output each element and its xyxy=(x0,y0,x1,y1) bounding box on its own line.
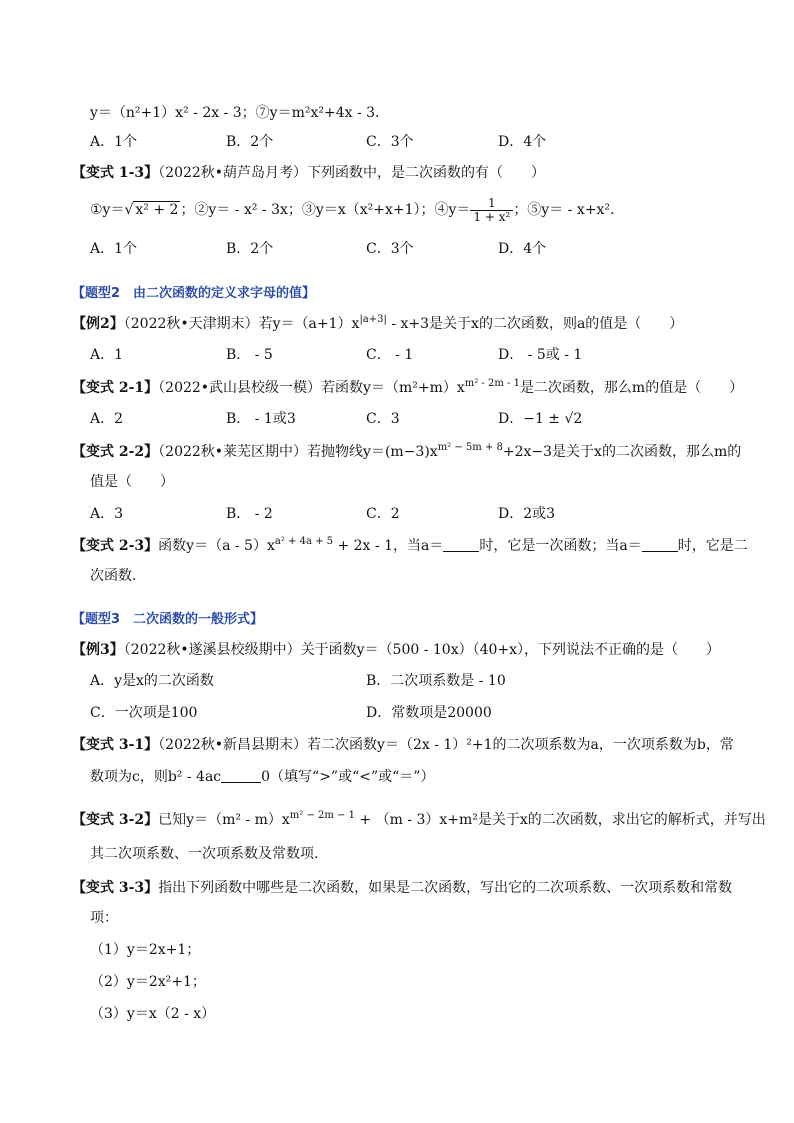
option-b: B．2个 xyxy=(226,241,274,257)
question-text-b: +2x−3是关于x的二次函数，那么m的 xyxy=(502,444,742,460)
question-text-b: + （m - 3）x+m²是关于x的二次函数，求出它的解析式，并写出 xyxy=(354,812,766,828)
variant-3-2-question xyxy=(72,809,766,833)
question-label: 【变式 1-3】 xyxy=(72,165,159,181)
option-a: A．1个 xyxy=(90,241,138,257)
question-label: 【例3】 xyxy=(72,642,124,658)
exponent: m² − 2m − 1 xyxy=(289,810,355,821)
variant-3-1-question xyxy=(72,734,734,756)
variant-2-2-continuation: 值是（ ） xyxy=(90,474,174,490)
option-a: A．y是x的二次函数 xyxy=(90,673,214,689)
option-b: B．二次项系数是 - 10 xyxy=(366,673,506,689)
list-item-3: （3）y＝x（2 - x） xyxy=(90,1006,216,1022)
question-label: 【变式 2-2】 xyxy=(72,444,159,460)
exponent: m² - 2m - 1 xyxy=(464,378,520,389)
option-a: A．3 xyxy=(90,506,124,522)
formula-1-lead: ①y＝ xyxy=(90,202,125,218)
question-text-b: + 2x - 1，当a＝ xyxy=(333,538,444,554)
question-text: 下列函数中，是二次函数的有（ ） xyxy=(307,165,546,181)
variant-1-3-options xyxy=(90,238,730,260)
fraction-numerator: 1 xyxy=(470,197,513,211)
question-source: （2022秋•葫芦岛月考） xyxy=(158,165,308,181)
option-c: C．3 xyxy=(366,411,400,427)
question-text-b: 数项为c，则b² - 4ac xyxy=(90,769,222,785)
variant-2-2-question xyxy=(72,441,742,465)
answer-blank-1[interactable] xyxy=(443,537,479,552)
option-a: A．1个 xyxy=(90,134,138,150)
question-text-c: 时，它是一次函数；当a＝ xyxy=(479,538,642,554)
formula-5: ；⑤y＝ - x+x². xyxy=(513,202,615,218)
q1-options xyxy=(90,131,730,153)
question-text-a: 已知y＝（m² - m）x xyxy=(158,812,290,828)
variant-2-1-question xyxy=(72,377,744,401)
option-d: D．−1 ± √2 xyxy=(498,411,583,427)
question-label: 【变式 3-3】 xyxy=(72,880,159,896)
question-text-d: 时，它是二 xyxy=(677,538,748,554)
question-text: （2022秋•遂溪县校级期中）关于函数y＝（500 - 10x）（40+x），下列说法不正确的是（ ） xyxy=(123,642,721,658)
variant-3-3-question xyxy=(72,877,734,899)
variant-2-3-continuation: 次函数. xyxy=(90,568,137,584)
variant-2-1-options xyxy=(90,408,730,430)
question-text-c: 0（填写“>”或“<”或“＝”） xyxy=(261,769,435,785)
option-c: C．3个 xyxy=(366,241,414,257)
question-text-a: 指出下列函数中哪些是二次函数，如果是二次函数，写出它的二次项系数、一次项系数和常数 xyxy=(158,880,733,896)
option-b: B． - 1或3 xyxy=(226,411,296,427)
question-label: 【变式 3-1】 xyxy=(72,737,159,753)
question-label: 【变式 2-1】 xyxy=(72,380,159,396)
option-c: C．2 xyxy=(366,506,400,522)
question-label: 【例2】 xyxy=(72,316,124,332)
variant-3-1-continuation xyxy=(90,766,734,788)
q1-formula-7: ⑦y＝m²x²+4x - 3． xyxy=(255,105,390,121)
question-text-a: （2022秋•莱芜区期中）若抛物线y＝(m−3)x xyxy=(158,444,438,460)
formula-4-fraction xyxy=(470,197,513,224)
question-text-b: - x+3是关于x的二次函数，则a的值是（ ） xyxy=(386,316,684,332)
option-b: B．2个 xyxy=(226,134,274,150)
option-a: A．1 xyxy=(90,347,124,363)
example-3-options-row-2 xyxy=(90,702,730,724)
q1-formula-6: y＝（n²+1）x² - 2x - 3； xyxy=(90,105,256,121)
question-text-a: （2022秋•天津期末）若y＝（a+1）x xyxy=(123,316,360,332)
example-2-options xyxy=(90,344,730,366)
question-label: 【变式 3-2】 xyxy=(72,812,159,828)
exponent: m² − 5m + 8 xyxy=(437,442,503,453)
option-d: D．常数项是20000 xyxy=(366,705,492,721)
fraction-denominator: 1 + x² xyxy=(473,209,511,224)
variant-1-3-formulas xyxy=(90,196,734,224)
variant-1-3-question xyxy=(72,162,734,184)
variant-2-2-options xyxy=(90,503,730,525)
option-b: B． - 5 xyxy=(226,347,273,363)
sqrt-symbol: √ xyxy=(124,202,134,218)
example-3-options-row-1 xyxy=(90,670,730,692)
section-heading-2: 【题型2 由二次函数的定义求字母的值】 xyxy=(72,286,316,301)
section-heading-3: 【题型3 二次函数的一般形式】 xyxy=(72,612,264,627)
option-d: D．4个 xyxy=(498,134,547,150)
exponent: |a+3| xyxy=(359,314,387,325)
option-c: C．3个 xyxy=(366,134,414,150)
question-label: 【变式 2-3】 xyxy=(72,538,159,554)
question-text-a: （2022•武山县校级一模）若函数y＝（m²+m）x xyxy=(158,380,465,396)
question-text-b: 是二次函数，那么m的值是（ ） xyxy=(519,380,744,396)
variant-2-3-question xyxy=(72,535,748,559)
formula-2-3-4: ；②y＝ - x² - 3x；③y＝x（x²+x+1）；④y＝ xyxy=(180,202,471,218)
formula-1-radicand: x² + 2 xyxy=(135,202,179,218)
option-b: B． - 2 xyxy=(226,506,273,522)
option-d: D．2或3 xyxy=(498,506,556,522)
option-c: C．一次项是100 xyxy=(90,705,198,721)
example-3-question xyxy=(72,639,734,661)
option-d: D．4个 xyxy=(498,241,547,257)
option-d: D． - 5或 - 1 xyxy=(498,347,583,363)
option-c: C． - 1 xyxy=(366,347,414,363)
variant-3-3-continuation: 项： xyxy=(90,910,118,926)
example-2-question xyxy=(72,313,734,337)
answer-blank-2[interactable] xyxy=(642,537,678,552)
list-item-1: （1）y＝2x+1； xyxy=(90,942,201,958)
variant-3-2-continuation: 其二次项系数、一次项系数及常数项. xyxy=(90,846,319,862)
question-text-a: （2022秋•新昌县期末）若二次函数y＝（2x - 1）²+1的二次项系数为a，一次项系数为b，常 xyxy=(158,737,734,753)
q1-formula-line xyxy=(90,102,734,124)
question-text-a: 函数y＝（a - 5）x xyxy=(158,538,275,554)
answer-blank[interactable] xyxy=(221,768,261,783)
exponent: a² + 4a + 5 xyxy=(274,536,334,547)
list-item-2: （2）y＝2x²+1； xyxy=(90,974,206,990)
option-a: A．2 xyxy=(90,411,124,427)
